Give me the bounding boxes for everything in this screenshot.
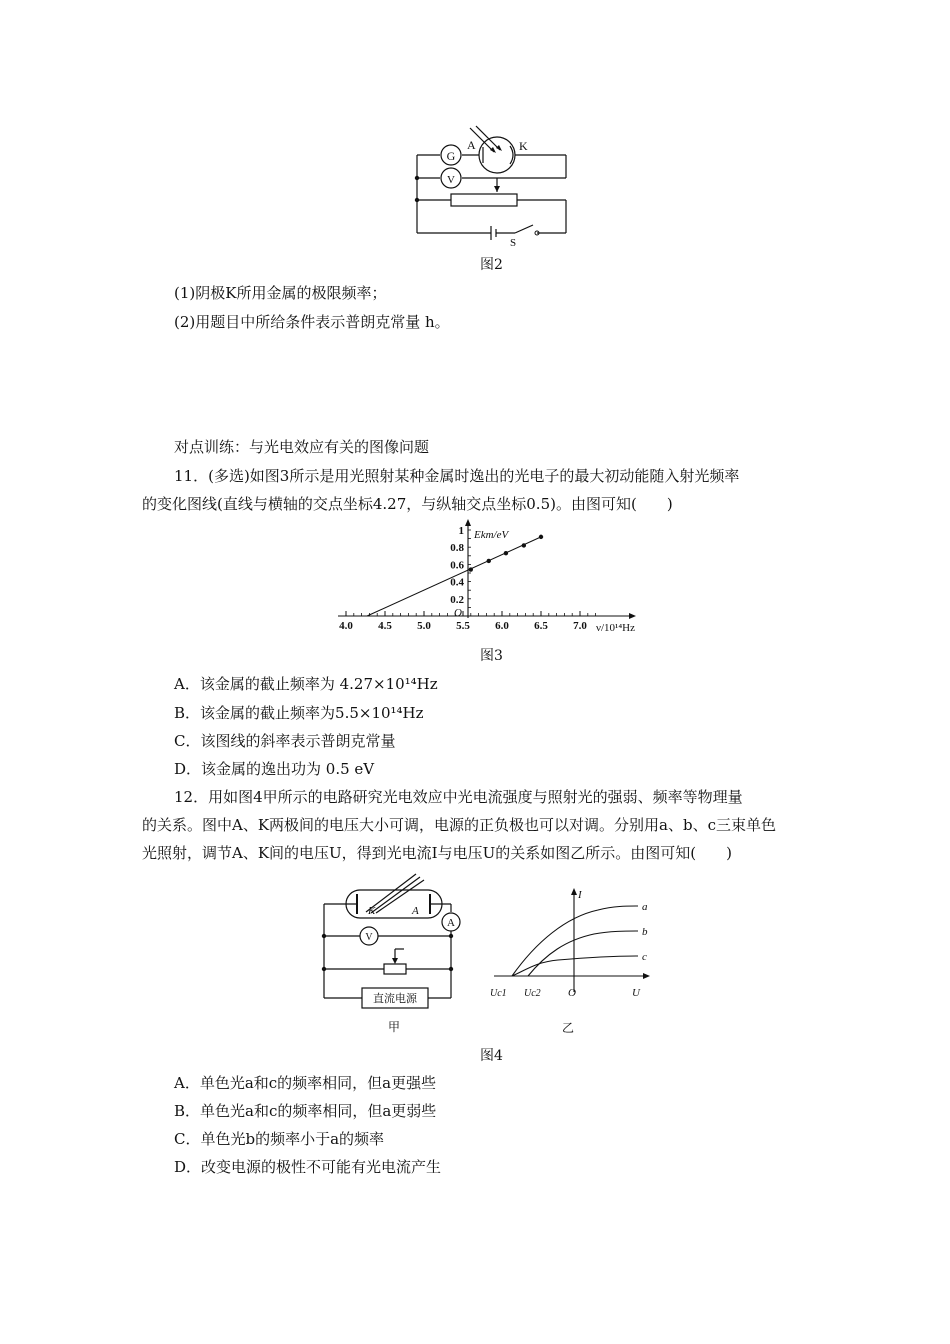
y-tick-label: 0.4 bbox=[450, 576, 464, 589]
y-tick-label: 1 bbox=[458, 525, 464, 537]
power-label: 直流电源 bbox=[373, 993, 417, 1005]
label-a: A bbox=[467, 138, 476, 152]
curve-c-label: c bbox=[642, 951, 647, 963]
figure-4-circuit bbox=[316, 868, 466, 1038]
data-point bbox=[504, 551, 508, 555]
q12-stem-line-1: 12．用如图4甲所示的电路研究光电效应中光电流强度与照射光的强弱、频率等物理量 bbox=[174, 788, 743, 806]
q12-stem-line-2: 的关系。图中A、K两极间的电压大小可调，电源的正负极也可以对调。分别用a、b、c三束单色 bbox=[142, 816, 776, 834]
y-tick-label: 0.6 bbox=[450, 559, 464, 572]
figure-2-caption: 图2 bbox=[480, 257, 503, 273]
q11-option-b[interactable]: B．该金属的截止频率为5.5×10¹⁴Hz bbox=[174, 704, 424, 722]
figure-4-iu-graph bbox=[486, 882, 656, 1040]
curve-a-path bbox=[512, 906, 638, 976]
q11-option-a[interactable]: A．该金属的截止频率为 4.27×10¹⁴Hz bbox=[174, 675, 438, 693]
x-tick-label: 7.0 bbox=[573, 620, 587, 632]
q12-option-a[interactable]: A．单色光a和c的频率相同，但a更强些 bbox=[174, 1074, 437, 1092]
label-v: V bbox=[447, 174, 455, 186]
figure-3-caption: 图3 bbox=[480, 648, 503, 664]
label-a-4: A bbox=[412, 905, 419, 917]
sub-label-left: 甲 bbox=[387, 1020, 401, 1034]
sub-label-right: 乙 bbox=[561, 1021, 575, 1035]
y-axis-arrow bbox=[465, 519, 471, 526]
y-axis-label: Ekm/eV bbox=[474, 529, 509, 541]
prev-item-2: (2)用题目中所给条件表示普朗克常量 h。 bbox=[174, 313, 450, 331]
x-axis-arrow bbox=[629, 613, 636, 619]
x-tick-label: 5.0 bbox=[417, 620, 431, 632]
section-title: 对点训练：与光电效应有关的图像问题 bbox=[174, 438, 430, 456]
o-label: O bbox=[568, 987, 576, 999]
q11-option-d[interactable]: D．该金属的逸出功为 0.5 eV bbox=[174, 760, 375, 778]
x-tick-label: 5.5 bbox=[456, 620, 470, 632]
label-s: S bbox=[510, 237, 517, 249]
curve-b-path bbox=[528, 931, 638, 976]
origin-label: O bbox=[454, 607, 462, 619]
q12-option-c[interactable]: C．单色光b的频率小于a的频率 bbox=[174, 1130, 385, 1148]
q11-stem-line-1: 11．(多选)如图3所示是用光照射某种金属时逸出的光电子的最大初动能随入射光频率 bbox=[174, 467, 740, 485]
prev-item-1: (1)阴极K所用金属的极限频率； bbox=[174, 284, 387, 302]
q11-stem-line-2: 的变化图线(直线与横轴的交点坐标4.27，与纵轴交点坐标0.5)。由图可知( ) bbox=[142, 495, 673, 513]
x-axis-label: ν/10¹⁴Hz bbox=[596, 622, 635, 634]
voltmeter-label: V bbox=[365, 932, 373, 943]
ammeter-label: A bbox=[447, 917, 455, 929]
uc1-label: Uc1 bbox=[490, 988, 507, 999]
label-k-4: K bbox=[368, 905, 376, 917]
figure-3-chart bbox=[330, 518, 660, 640]
data-point bbox=[539, 535, 543, 539]
y-tick-label: 0.2 bbox=[450, 593, 464, 606]
data-point bbox=[487, 559, 491, 563]
x-tick-label: 4.0 bbox=[339, 620, 353, 632]
label-k: K bbox=[519, 139, 528, 153]
y-tick-label: 0.8 bbox=[450, 542, 464, 555]
curve-a-label: a bbox=[642, 901, 648, 913]
x-tick-label: 6.0 bbox=[495, 620, 509, 632]
axis-u-label: U bbox=[632, 987, 640, 999]
q12-option-d[interactable]: D．改变电源的极性不可能有光电流产生 bbox=[174, 1158, 442, 1176]
uc2-label: Uc2 bbox=[524, 988, 541, 999]
figure-2-circuit bbox=[400, 120, 590, 250]
data-point bbox=[522, 543, 526, 547]
axis-i-label: I bbox=[578, 889, 582, 901]
q11-option-c[interactable]: C．该图线的斜率表示普朗克常量 bbox=[174, 732, 396, 750]
label-g: G bbox=[446, 149, 456, 163]
figure-4-caption: 图4 bbox=[480, 1048, 503, 1064]
curve-b-label: b bbox=[642, 926, 648, 938]
q12-stem-line-3: 光照射，调节A、K间的电压U，得到光电流I与电压U的关系如图乙所示。由图可知( ) bbox=[142, 844, 732, 862]
x-tick-label: 4.5 bbox=[378, 620, 392, 632]
q12-option-b[interactable]: B．单色光a和c的频率相同，但a更弱些 bbox=[174, 1102, 437, 1120]
x-tick-label: 6.5 bbox=[534, 620, 548, 632]
data-point bbox=[469, 567, 473, 571]
